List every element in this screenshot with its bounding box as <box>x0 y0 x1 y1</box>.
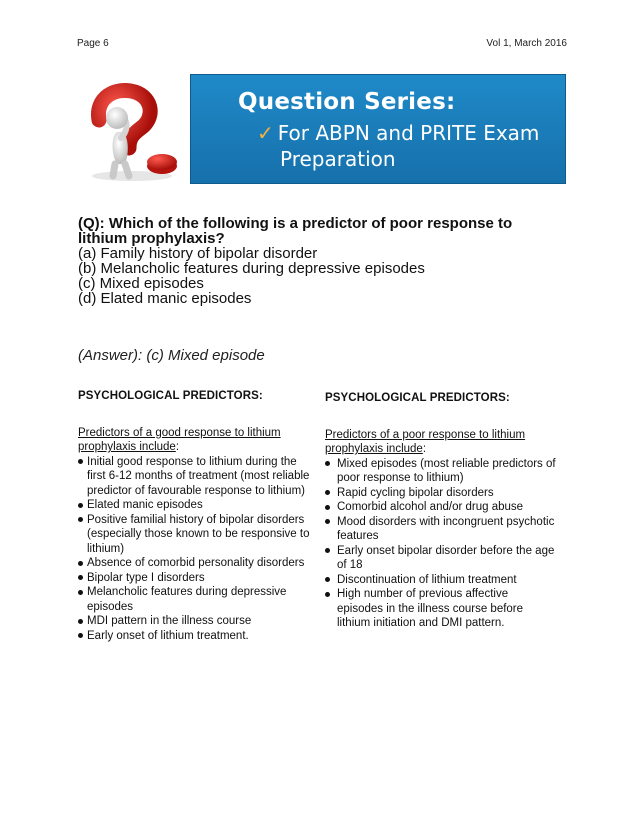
list-item: MDI pattern in the illness course <box>78 614 310 629</box>
banner-subtitle-line1 <box>257 121 539 145</box>
section-intro <box>325 428 557 457</box>
list-item: Bipolar type I disorders <box>78 571 310 586</box>
section-intro-underlined: Predictors of a poor response to lithium prophylaxis include <box>325 428 526 455</box>
list-item: Elated manic episodes <box>78 498 310 513</box>
section-intro <box>78 426 310 455</box>
option-d: (d) Elated manic episodes <box>78 290 252 307</box>
list-item: Mood disorders with incongruent psychotic features <box>325 515 557 544</box>
option-b: (b) Melancholic features during depressive episodes <box>78 260 425 277</box>
list-item: Initial good response to lithium during the first 6-12 months of treatment (most reliable predictor of favourable response to lithium) <box>78 455 310 499</box>
answer-text: (Answer): (c) Mixed episode <box>78 347 265 364</box>
section-title: PSYCHOLOGICAL PREDICTORS: <box>78 390 263 402</box>
checkmark-icon: ✓ <box>257 121 274 145</box>
question-block <box>78 216 558 306</box>
list-item: High number of previous affective episodes in the illness course before lithium initiation and DMI pattern. <box>325 587 557 631</box>
list-item: Positive familial history of bipolar disorders (especially those known to be responsive to lithium) <box>78 513 310 557</box>
section-intro-suffix: : <box>175 441 180 453</box>
predictor-list <box>325 457 557 631</box>
list-item: Discontinuation of lithium treatment <box>325 573 557 588</box>
list-item: Rapid cycling bipolar disorders <box>325 486 557 501</box>
section-intro-suffix: : <box>422 443 427 455</box>
section-intro-underlined: Predictors of a good response to lithium prophylaxis include <box>78 426 281 453</box>
question-figure-illustration <box>77 72 187 184</box>
list-item: Early onset bipolar disorder before the age of 18 <box>325 544 557 573</box>
question-series-banner <box>190 74 566 184</box>
banner-title: Question Series: <box>238 89 456 115</box>
predictor-list <box>78 455 310 644</box>
good-response-predictors-column <box>78 389 310 643</box>
banner-subtitle-text: For ABPN and PRITE Exam <box>277 121 540 145</box>
question-stem-line1: (Q): Which of the following is a predictor of poor response to <box>78 215 513 232</box>
list-item: Early onset of lithium treatment. <box>78 629 310 644</box>
list-item: Melancholic features during depressive episodes <box>78 585 310 614</box>
banner-subtitle-line2: Preparation <box>280 147 396 171</box>
option-a: (a) Family history of bipolar disorder <box>78 245 318 262</box>
page-number: Page 6 <box>77 38 109 49</box>
list-item: Mixed episodes (most reliable predictors of poor response to lithium) <box>325 457 557 486</box>
list-item: Comorbid alcohol and/or drug abuse <box>325 500 557 515</box>
issue-label: Vol 1, March 2016 <box>486 38 567 49</box>
section-title: PSYCHOLOGICAL PREDICTORS: <box>325 392 510 404</box>
option-c: (c) Mixed episodes <box>78 275 204 292</box>
figure-with-question-mark-icon <box>77 72 187 184</box>
question-stem-line2: lithium prophylaxis? <box>78 230 225 247</box>
list-item: Absence of comorbid personality disorders <box>78 556 310 571</box>
poor-response-predictors-column <box>325 391 557 631</box>
